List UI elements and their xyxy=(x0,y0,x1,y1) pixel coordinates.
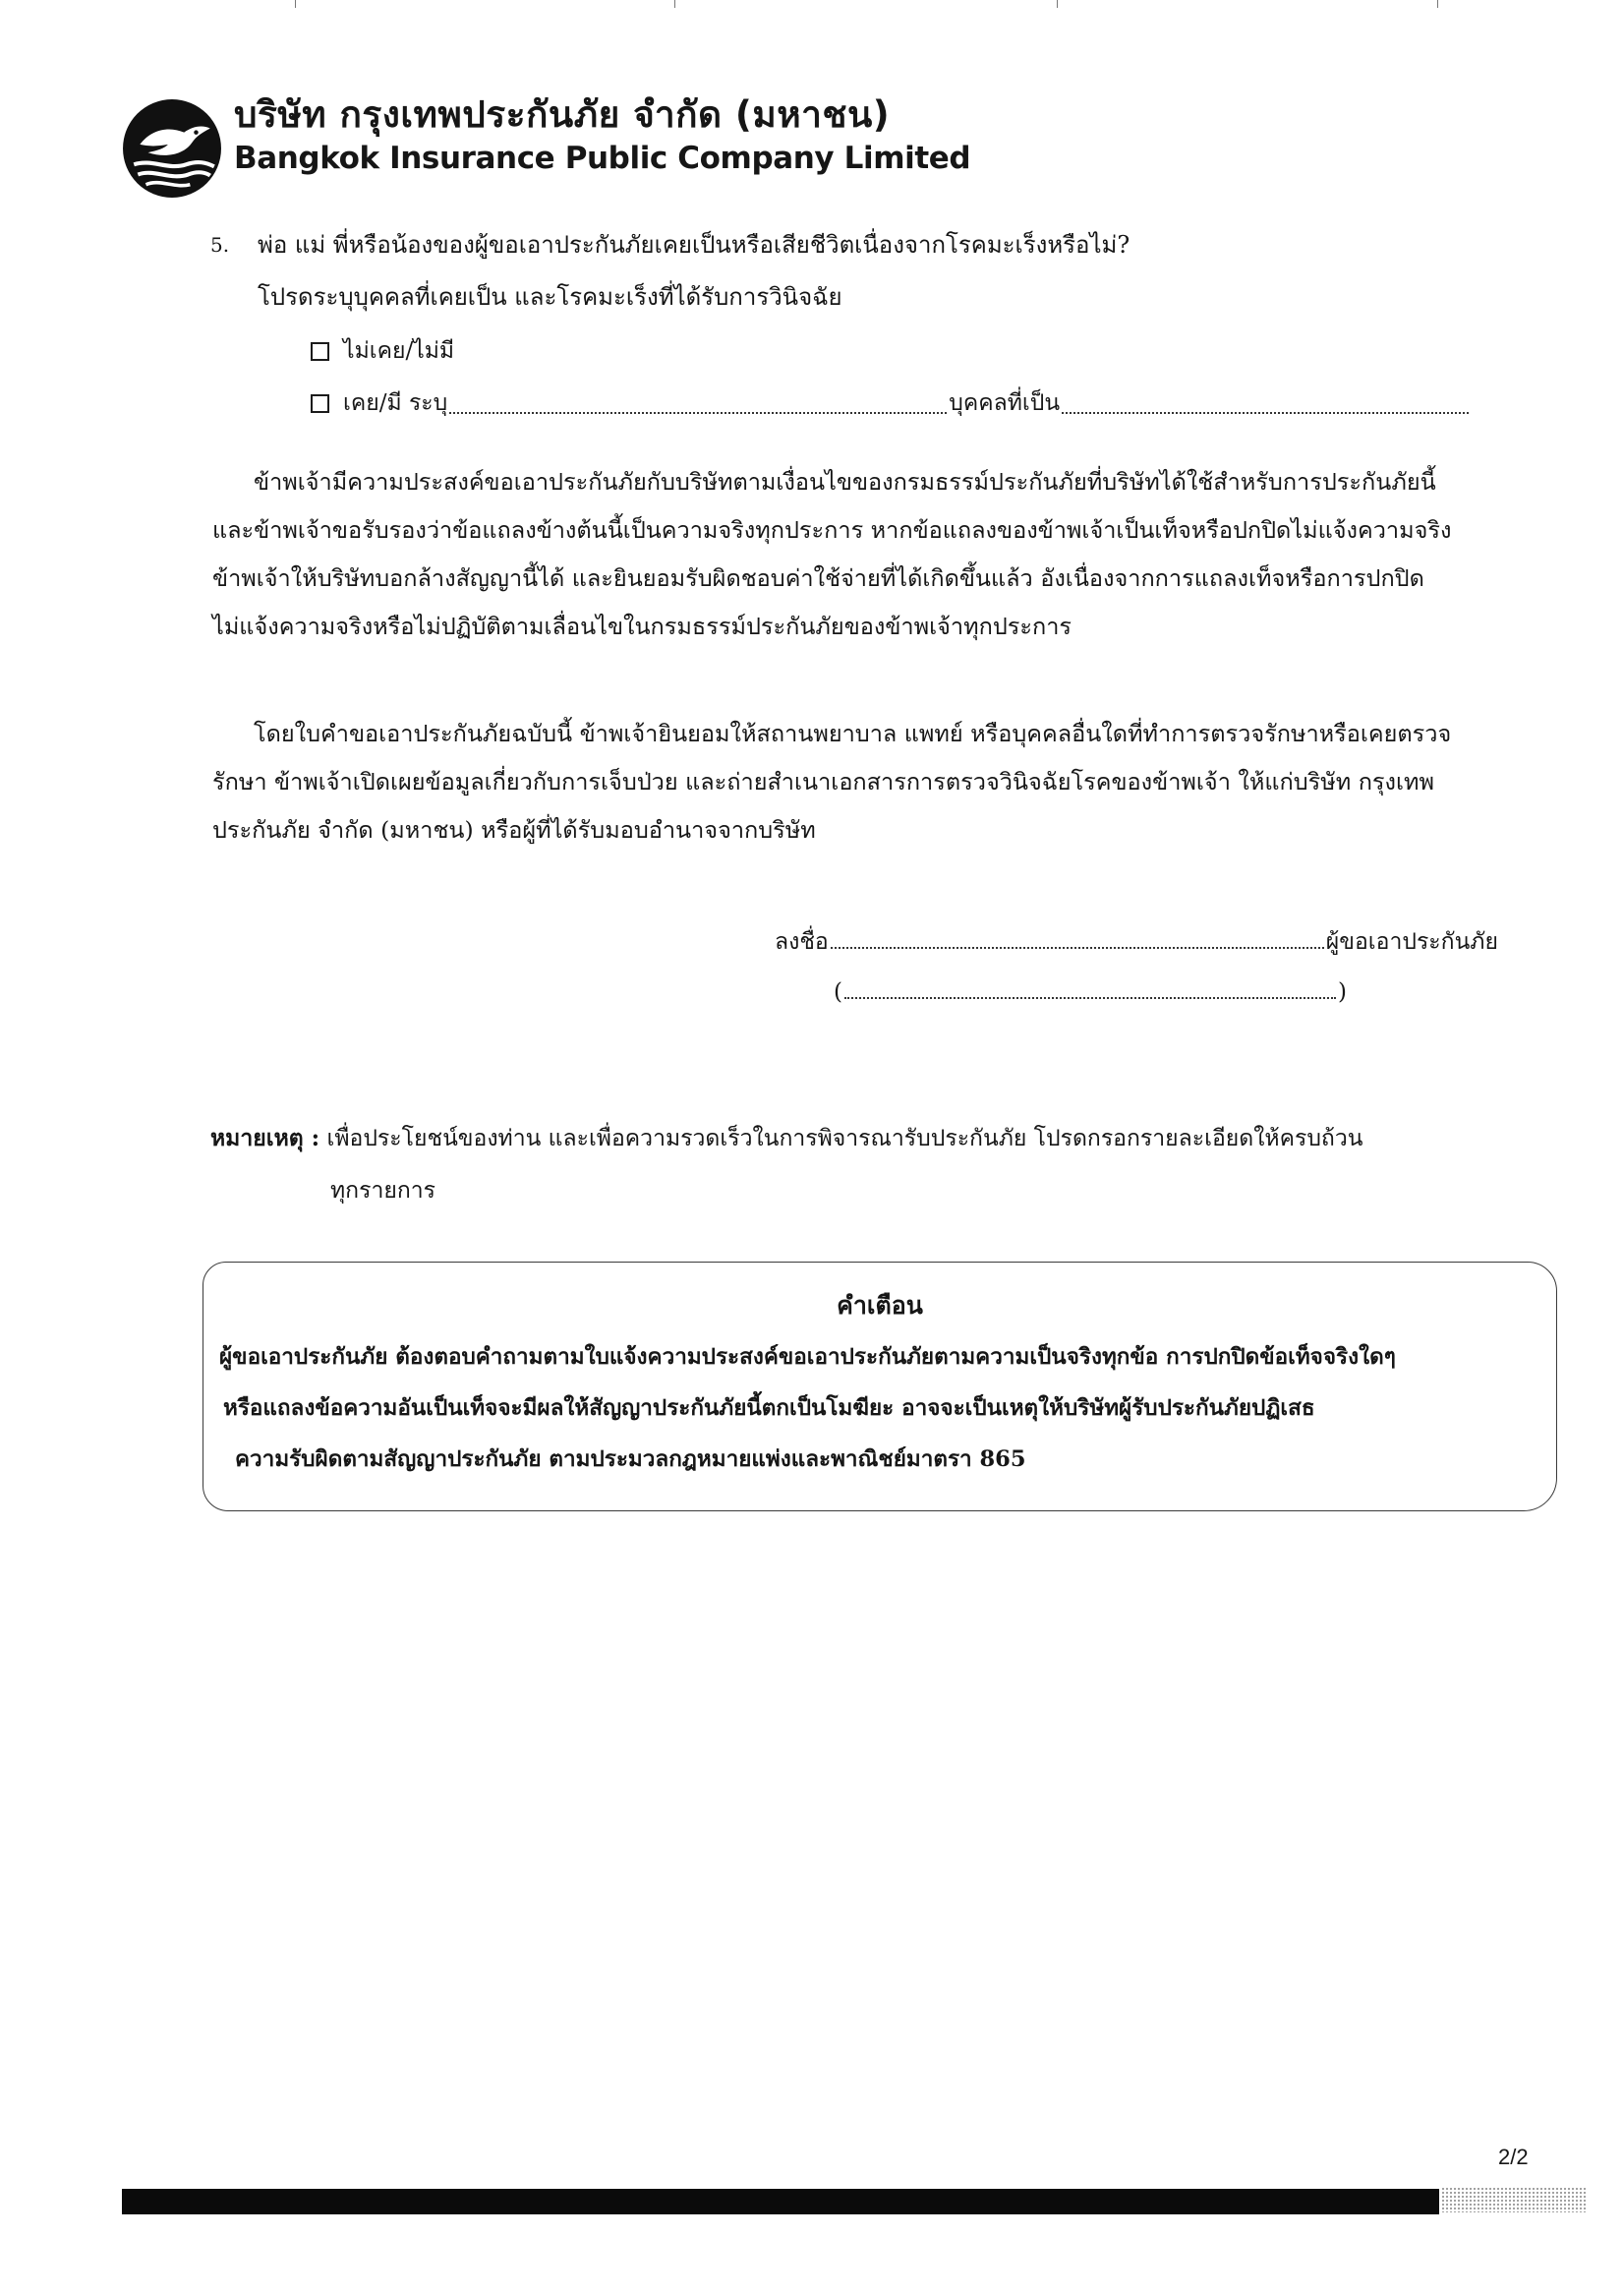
warning-line: ผู้ขอเอาประกันภัย ต้องตอบคำถามตามใบแจ้งความประสงค์ขอเอาประกันภัยตามความเป็นจริงทุกข้อ การปกปิดข้อเท็จจริงใดๆ xyxy=(219,1344,1396,1370)
scan-mark xyxy=(1437,0,1438,8)
signature-label: ลงชื่อ xyxy=(775,929,829,955)
scan-mark xyxy=(674,0,675,8)
warning-line: หรือแถลงข้อความอันเป็นเท็จจะมีผลให้สัญญาประกันภัยนี้ตกเป็นโมฆียะ อาจจะเป็นเหตุให้บริษัทผู้รับประกันภัยปฏิเสธ xyxy=(223,1395,1315,1421)
option-no-label: ไม่เคย/ไม่มี xyxy=(343,338,455,364)
declaration-line: และข้าพเจ้าขอรับรองว่าข้อแถลงข้างต้นนี้เป็นความจริงทุกประการ หากข้อแถลงของข้าพเจ้าเป็นเท็จหรือปกปิดไม่แจ้งความจริง xyxy=(212,516,1452,544)
footer-bar-shade xyxy=(1441,2187,1587,2212)
page-number: 2/2 xyxy=(1498,2145,1529,2169)
company-name-thai: บริษัท กรุงเทพประกันภัย จำกัด (มหาชน) xyxy=(234,93,891,136)
consent-paragraph xyxy=(212,710,1530,854)
option-yes-row[interactable] xyxy=(311,386,1471,420)
footer-bar xyxy=(122,2189,1439,2214)
signature-field[interactable] xyxy=(831,927,1324,949)
warning-line: ความรับผิดตามสัญญาประกันภัย ตามประมวลกฎหมายแพ่งและพาณิชย์มาตรา 865 xyxy=(235,1446,1026,1472)
person-label: บุคคลที่เป็น xyxy=(949,390,1061,416)
consent-line: โดยใบคำขอเอาประกันภัยฉบับนี้ ข้าพเจ้ายินยอมให้สถานพยาบาล แพทย์ หรือบุคคลอื่นใดที่ทำการตรวจรักษาหรือเคยตรวจ xyxy=(254,720,1452,747)
remark-text: เพื่อประโยชน์ของท่าน และเพื่อความรวดเร็วในการพิจารณารับประกันภัย โปรดกรอกรายละเอียดให้ครบถ้วน xyxy=(326,1126,1363,1151)
remark-label: หมายเหตุ : xyxy=(210,1125,320,1151)
close-paren: ) xyxy=(1337,979,1347,1005)
remark-text-continued: ทุกรายการ xyxy=(330,1178,436,1204)
scan-mark xyxy=(1057,0,1058,8)
question-number: 5. xyxy=(210,233,230,257)
remark-row xyxy=(210,1121,1363,1156)
warning-box xyxy=(203,1262,1557,1511)
checkbox-no[interactable] xyxy=(311,342,329,361)
option-no-row[interactable] xyxy=(311,334,454,368)
declaration-line: ข้าพเจ้าให้บริษัทบอกล้างสัญญานี้ได้ และยินยอมรับผิดชอบค่าใช้จ่ายที่ได้เกิดขึ้นแล้ว อังเนื่องจากการแถลงเท็จหรือการปกปิด xyxy=(212,564,1424,592)
bird-logo-icon xyxy=(122,98,222,199)
signature-name-row xyxy=(834,977,1347,1005)
warning-body xyxy=(219,1331,1396,1485)
checkbox-yes[interactable] xyxy=(311,394,329,413)
declaration-line: ไม่แจ้งความจริงหรือไม่ปฏิบัติตามเลื่อนไขในกรมธรรม์ประกันภัยของข้าพเจ้าทุกประการ xyxy=(212,613,1072,640)
declaration-line: ข้าพเจ้ามีความประสงค์ขอเอาประกันภัยกับบริษัทตามเงื่อนไขของกรมธรรม์ประกันภัยที่บริษัทได้ใช้สำหรับการประกันภัยนี้ xyxy=(254,468,1436,496)
signature-role: ผู้ขอเอาประกันภัย xyxy=(1325,929,1498,955)
consent-line: รักษา ข้าพเจ้าเปิดเผยข้อมูลเกี่ยวกับการเจ็บป่วย และถ่ายสำเนาเอกสารการตรวจวินิจฉัยโรคของข้าพเจ้า ให้แก่บริษัท กรุงเทพ xyxy=(212,768,1435,795)
warning-title: คำเตือน xyxy=(837,1291,923,1320)
option-yes-label: เคย/มี ระบุ xyxy=(343,390,448,416)
question-text: พ่อ แม่ พี่หรือน้องของผู้ขอเอาประกันภัยเคยเป็นหรือเสียชีวิตเนื่องจากโรคมะเร็งหรือไม่? xyxy=(258,231,1130,259)
declaration-paragraph xyxy=(212,458,1530,651)
printed-name-field[interactable] xyxy=(844,977,1336,999)
scan-mark xyxy=(295,0,296,8)
company-name-english: Bangkok Insurance Public Company Limited xyxy=(234,141,971,176)
open-paren: ( xyxy=(834,979,842,1005)
consent-line: ประกันภัย จำกัด (มหาชน) หรือผู้ที่ได้รับมอบอำนาจจากบริษัท xyxy=(212,816,816,844)
question-instruction: โปรดระบุบุคคลที่เคยเป็น และโรคมะเร็งที่ได้รับการวินิจฉัย xyxy=(258,283,842,311)
person-field[interactable] xyxy=(1062,392,1469,414)
signature-row xyxy=(775,924,1498,960)
cancer-type-field[interactable] xyxy=(449,392,947,414)
